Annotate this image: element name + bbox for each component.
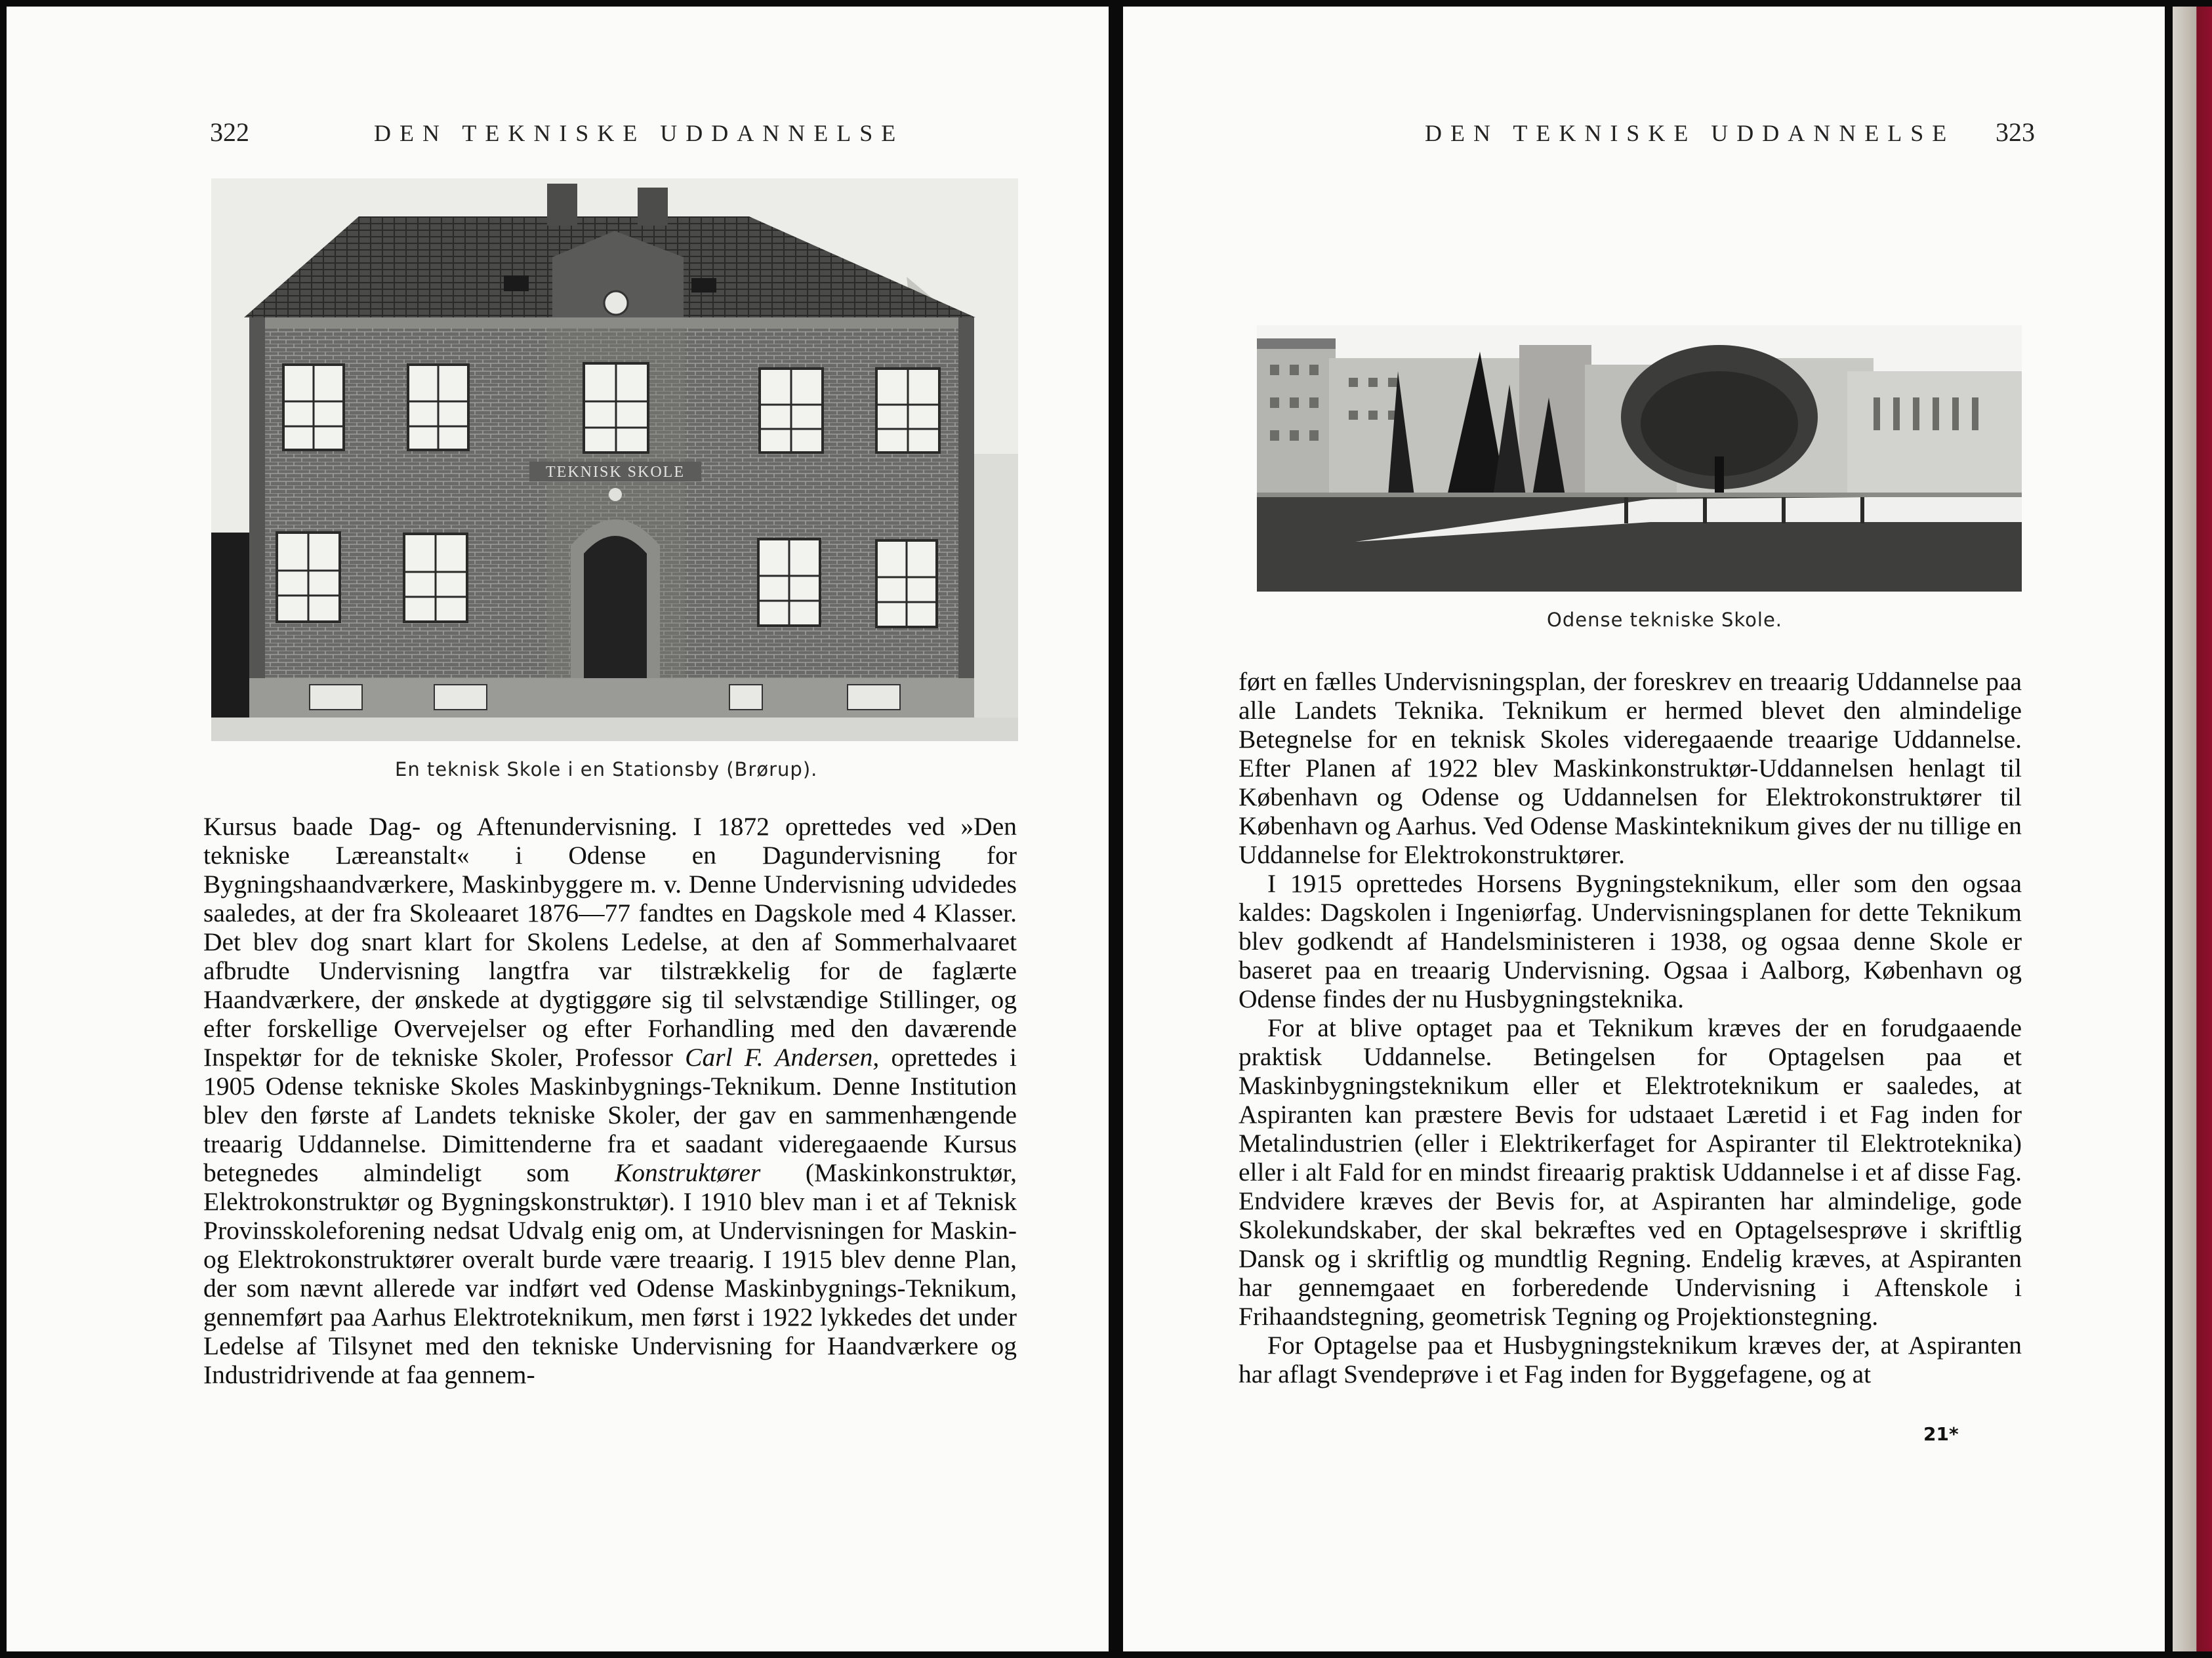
paragraph bbox=[1239, 869, 2022, 1013]
text-run-italic: Carl F. Andersen, bbox=[685, 1043, 880, 1072]
text-run: For Optagelse paa et Husbygningsteknikum kræves der, at Aspiranten har aflagt Svendeprøve i et Fag inden for Byggefagene, og at bbox=[1239, 1331, 2022, 1388]
text-run: For at blive optaget paa et Teknikum kræves der en forudgaaende praktisk Uddannelse. Betingelsen for Optagelsen paa et Maskinbygningsteknikum eller et Elektroteknikum er saaledes, at Aspiranten kan præstere Bevis for udstaaet Læretid i et Fag inden for Metalindustrien (eller i Elektrikerfaget for Aspiranter til Elektroteknika) eller i alt Fald for en mindst fireaarig praktisk Uddannelse i et af disse Fag. Endvidere kræves der Bevis for, at Aspiranten har almindelige, gode Skolekundskaber, der skal bekræftes ved en Optagelsesprøve i skriftlig Dansk og i skriftlig og mundtlig Regning. Endelig kræves, at Aspiranten har gennemgaaet en forberedende Undervisning i Aftenskole i Frihaandstegning, geometrisk Tegning og Projektionstegning. bbox=[1239, 1013, 2022, 1331]
text-run-italic: Konstruktører bbox=[614, 1158, 761, 1187]
paragraph bbox=[1239, 667, 2022, 869]
paragraph bbox=[203, 812, 1017, 1389]
body-text bbox=[203, 812, 1017, 1389]
text-run: ført en fælles Undervisningsplan, der foreskrev en treaarig Uddannelse paa alle Landets Teknika. Teknikum er hermed blevet den almindelige Betegnelse for en teknisk Skoles videregaaende treaarige Uddannelse. Efter Planen af 1922 blev Maskinkonstruktør-Uddannelsen henlagt til København og Odense og Uddannelsen for Elektrokonstruktører til København og Aarhus. Ved Odense Maskinteknikum gives der nu tillige en Uddannelse for Elektrokonstruktører. bbox=[1239, 667, 2022, 869]
paragraph bbox=[1239, 1331, 2022, 1388]
text-run: (Maskinkonstruktør, Elektrokonstruktør og Bygningskonstruktør). I 1910 blev man i et af Teknisk Provinsskoleforening nedsat Udvalg enig om, at Undervisningen for Maskin- og Elektrokonstruktører overalt burde være treaarig. I 1915 blev denne Plan, der som nævnt allerede var indført ved Odense Maskinbygnings-Teknikum, gennemført paa Aarhus Elektroteknikum, men først i 1922 lykkedes det under Ledelse af Tilsynet med den tekniske Undervisning for Haandværkere og Industridrivende at faa gennem- bbox=[203, 1158, 1017, 1389]
building-sign: TEKNISK SKOLE bbox=[546, 464, 685, 481]
body-text bbox=[1239, 667, 2022, 1388]
paragraph bbox=[1239, 1013, 2022, 1331]
left-page bbox=[7, 7, 1109, 1651]
odense-school-illustration bbox=[1257, 325, 2022, 592]
school-building-illustration bbox=[211, 178, 1018, 741]
text-run: Kursus baade Dag- og Aftenundervisning. I 1872 oprettedes ved »Den tekniske Læreanstalt« i Odense en Dagundervisning for Bygningshaandværkere, Maskinbyggere m. v. Denne Undervisning udvidedes saaledes, at der fra Skoleaaret 1876—77 fandtes en Dagskole med 4 Klasser. Det blev dog snart klart for Skolens Ledelse, at den af Sommerhalvaaret afbrudte Undervisning langtfra var tilstrækkelig for de faglærte Haandværkere, der ønskede at dygtiggøre sig til selvstændige Stillinger, og efter forskellige Overvejelser og efter Forhandling med den daværende Inspektør for de tekniske Skoler, Professor bbox=[203, 812, 1017, 1072]
figure-caption: Odense tekniske Skole. bbox=[1547, 609, 1783, 631]
running-head: DEN TEKNISKE UDDANNELSE bbox=[374, 120, 905, 146]
school-building-photo bbox=[211, 178, 1018, 741]
page-number: 322 bbox=[210, 117, 249, 147]
text-run: oprettedes i 1905 Odense tekniske Skoles Maskinbygnings-Teknikum. Denne Institution blev den første af Landets tekniske Skoler, der gav en sammenhængende treaarig Uddannelse. Dimittenderne fra et saadant videregaaende Kursus betegnedes almindeligt som bbox=[203, 1043, 1017, 1187]
running-head: DEN TEKNISKE UDDANNELSE bbox=[1425, 120, 1956, 146]
page-number: 323 bbox=[1996, 117, 2035, 147]
odense-school-photo bbox=[1257, 325, 2022, 592]
text-run: I 1915 oprettedes Horsens Bygningsteknikum, eller som den ogsaa kaldes: Dagskolen i Ingeniørfag. Undervisningsplanen for dette Teknikum blev godkendt af Handelsministeren i 1938, og ogsaa denne Skole er baseret paa en treaarig Undervisning. Ogsaa i Aalborg, København og Odense findes der nu Husbygningsteknika. bbox=[1239, 869, 2022, 1013]
figure-caption: En teknisk Skole i en Stationsby (Brørup). bbox=[395, 758, 818, 780]
signature-mark: 21* bbox=[1923, 1423, 1959, 1445]
book-edge bbox=[2173, 7, 2212, 1651]
right-page bbox=[1123, 7, 2165, 1651]
